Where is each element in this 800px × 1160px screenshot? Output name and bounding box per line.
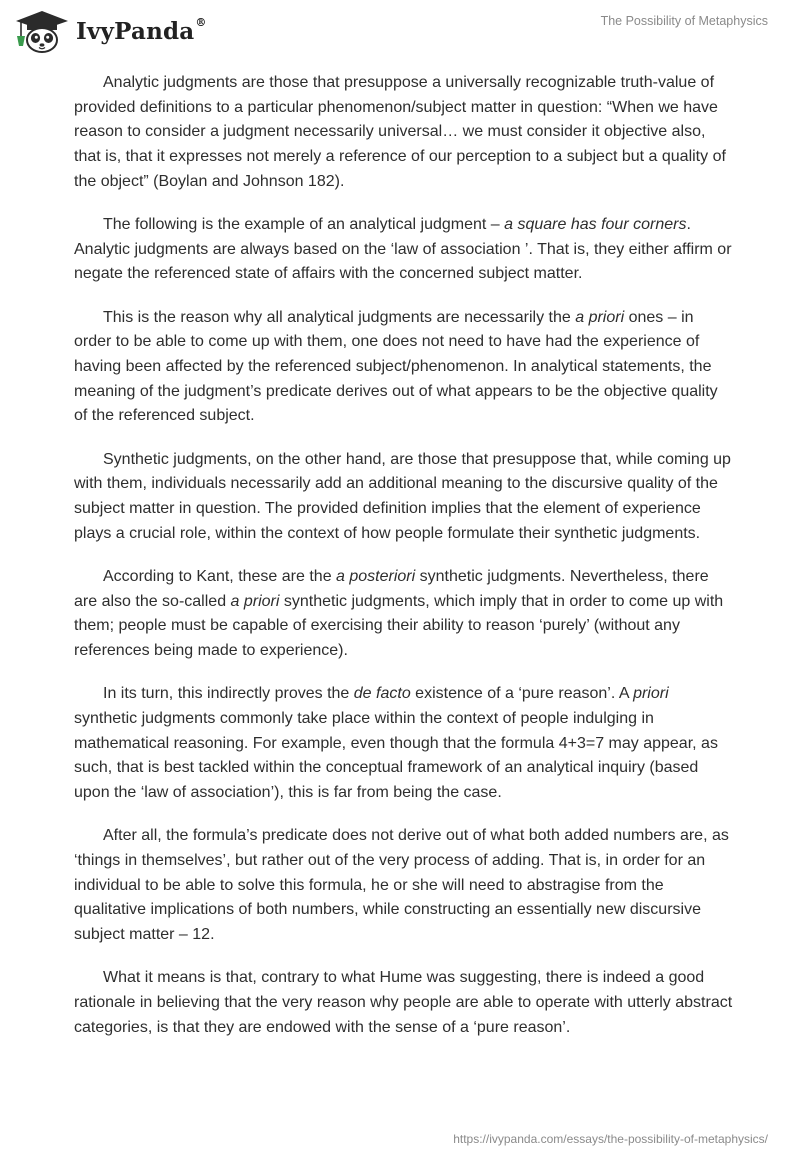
paragraph: According to Kant, these are the a posteriori synthetic judgments. Nevertheless, there are also the so-called a priori synthetic judgments, which imply that in order to come up with them; people must be capable of exercising their ability to reason ‘purely’ (without any references being made to experience). [74, 567, 724, 660]
logo-wordmark: IvyPanda® [76, 15, 207, 45]
essay-body [74, 71, 734, 1059]
emphasis: a priori [230, 592, 280, 610]
paragraph: What it means is that, contrary to what Hume was suggesting, there is indeed a good rationale in believing that the very reason why people are able to operate with utterly abstract categories, is that they are endowed with the sense of a ‘pure reason’. [74, 969, 733, 1036]
emphasis: priori [633, 685, 669, 703]
document-title: The Possibility of Metaphysics [600, 14, 768, 28]
emphasis: a posteriori [336, 567, 416, 585]
emphasis: de facto [353, 685, 411, 703]
logo[interactable] [14, 8, 207, 54]
paragraph: Analytic judgments are those that presuppose a universally recognizable truth-value of provided definitions to a particular phenomenon/subject matter in question: “When we have reason to consider a judgment necessarily universal… we must consider it objective also, that is, that it expresses not merely a reference of our perception to a subject but a quality of the object” (Boylan and Johnson 182). [74, 74, 726, 190]
emphasis: a square has four corners [504, 216, 687, 234]
emphasis: a priori [575, 308, 625, 326]
paragraph: Synthetic judgments, on the other hand, are those that presuppose that, while coming up with them, individuals necessarily add an additional meaning to the discursive quality of the subject matter in question. The provided definition implies that the element of experience plays a crucial role, within the context of how people formulate their synthetic judgments. [74, 450, 731, 542]
paragraph: After all, the formula’s predicate does not derive out of what both added numbers are, as ‘things in themselves’, but rather out of the very process of adding. That is, in order for an individual to be able to solve this formula, he or she will need to abstragise from the qualitative implications of both numbers, while constructing an essentially new discursive subject matter – 12. [74, 827, 729, 944]
panda-graduate-icon [14, 8, 70, 54]
source-url[interactable]: https://ivypanda.com/essays/the-possibility-of-metaphysics/ [453, 1132, 768, 1146]
page-header [0, 0, 800, 70]
paragraph: The following is the example of an analytical judgment – a square has four corners. Analytic judgments are always based on the ‘law of association ’. That is, they either affirm or negate the referenced state of affairs with the concerned subject matter. [74, 216, 732, 283]
paragraph: This is the reason why all analytical judgments are necessarily the a priori ones – in order to be able to come up with them, one does not need to have had the experience of having been affected by the referenced subject/phenomenon. In analytical statements, the meaning of the judgment’s predicate derives out of what appears to be the objective quality of the referenced subject. [74, 308, 718, 425]
paragraph: In its turn, this indirectly proves the de facto existence of a ‘pure reason’. A priori synthetic judgments commonly take place within the context of people indulging in mathematical reasoning. For example, even though that the formula 4+3=7 may appear, as such, that is best tackled within the conceptual framework of an analytical inquiry (based upon the ‘law of association’), this is far from being the case. [74, 685, 718, 802]
